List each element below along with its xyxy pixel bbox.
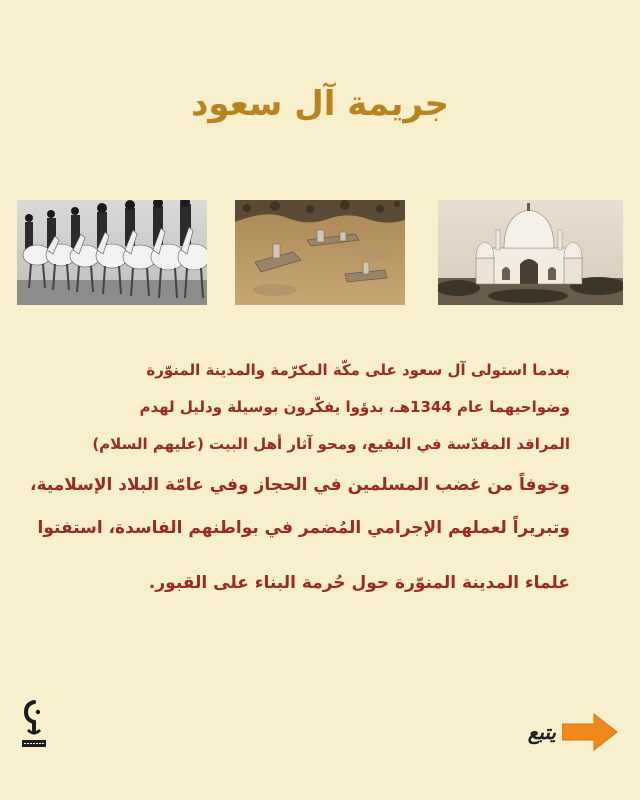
main-paragraph bbox=[30, 352, 570, 605]
paragraph-line: وتبريراً لعملهم الإجرامي المُضمر في بواطنهم الفاسدة، استفتوا bbox=[37, 518, 570, 538]
graves-photo bbox=[235, 200, 405, 305]
cavalry-photo bbox=[17, 200, 207, 305]
paragraph-line: المراقد المقدّسة في البقيع، ومحو آثار أهل البيت (عليهم السلام) bbox=[92, 435, 570, 453]
page-title: جريمة آل سعود bbox=[190, 84, 450, 124]
shrine-photo bbox=[438, 200, 623, 305]
publisher-logo-icon bbox=[20, 700, 48, 750]
paragraph-line: علماء المدينة المنوّرة حول حُرمة البناء على القبور. bbox=[148, 573, 570, 593]
paragraph-line: وضواحيهما عام 1344هـ، بدؤوا يفكّرون بوسيلة ودليل لهدم bbox=[139, 398, 570, 416]
paragraph-line: بعدما استولى آل سعود على مكّة المكرّمة والمدينة المنوّرة bbox=[146, 361, 570, 379]
arrow-right-icon bbox=[562, 712, 618, 752]
continue-link[interactable] bbox=[528, 712, 618, 752]
paragraph-line: وخوفاً من غضب المسلمين في الحجاز وفي عامّة البلاد الإسلامية، bbox=[30, 475, 570, 495]
continue-label: يتبع bbox=[527, 720, 556, 744]
